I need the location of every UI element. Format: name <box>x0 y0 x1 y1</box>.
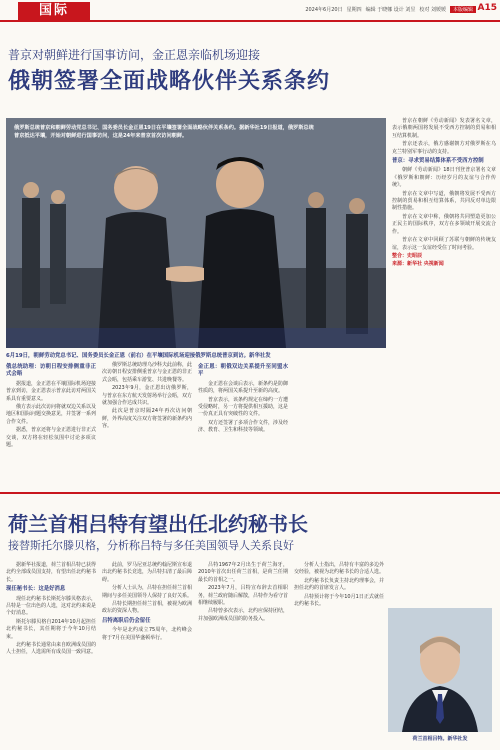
story2-col4-paragraph: 北约秘书长负责主持北约理事会，并担任北约的首席发言人。 <box>294 577 385 592</box>
col4-top-paragraph: 普京还表示，俄方感谢朝方对俄罗斯在乌克兰特别军事行动的支持。 <box>392 141 496 155</box>
col4-paragraph: 普京在文章中称，俄朝将共同塑造更加公正民主的国际秩序，双方在多领域开展交流合作。 <box>392 213 496 235</box>
masthead-meta <box>305 6 476 13</box>
story2-col4-paragraph: 分析人士指出，吕特有丰富的多边外交经验，被视为北约秘书长的合适人选。 <box>294 562 385 576</box>
editor-badge: 本版编辑 <box>450 6 476 13</box>
story2-col2-paragraph: 此前，罗马尼亚总统约翰尼斯宣布退出北约秘书长竞选，为吕特扫清了最后障碍。 <box>102 562 193 583</box>
section-tag: 国际 <box>18 2 90 20</box>
story2-col2-subhead: 吕特离职后仍会留任 <box>102 617 151 624</box>
col3-subhead: 金正恩：朝俄双边关系提升至同盟水平 <box>198 364 288 378</box>
story2-col2-paragraph: 吕特长期担任荷兰首相，被视为欧洲政坛的资深人物。 <box>102 601 193 615</box>
weekday: 星期四 <box>346 7 362 13</box>
story2-col1-paragraph: 现任北约秘书长斯托尔滕贝格表示，吕特是一位出色的人选，这对北约来说是个好消息。 <box>6 595 97 617</box>
col3-paragraph: 普京表示，该条约规定在缔约一方遭受侵略时，另一方将提供相互援助，这是一份真正具有突破性的文件。 <box>198 396 289 418</box>
col3-paragraph: 金正恩在会谈后表示，新条约是防御性质的，将两国关系提升至新的高度。 <box>198 380 289 395</box>
story2-photo-caption: 荷兰首相吕特。新华社发 <box>412 736 468 742</box>
story2-column-1 <box>6 562 96 658</box>
story2-column-4 <box>294 562 384 609</box>
story2-col3-paragraph: 吕特曾多次表示，北约应保持团结，并加强欧洲成员国的防务投入。 <box>198 608 289 622</box>
col2-paragraph: 2023年9月，金正恩出访俄罗斯，与普京在东方航天发射场举行会晤，双方就加强合作达成共识。 <box>102 385 193 407</box>
story1-photo-caption: 6月19日，朝鲜劳动党总书记、国务委员长金正恩（前右）在平壤国际机场迎接俄罗斯总统普京到访。新华社发 <box>6 353 271 359</box>
col1-subhead: 俄总统助理：访朝日程安排侧重非正式会晤 <box>6 364 96 378</box>
col4-paragraph: 普京在文章中回顾了苏联与朝鲜的传统友谊，表示这一友谊经受住了时间考验。 <box>392 237 496 251</box>
col4-paragraph: 朝鲜《劳动新闻》18日刊登普京署名文章《俄罗斯和朝鲜：历经岁月的友谊与合作传统》。 <box>392 167 496 189</box>
col2-paragraph: 此次是普京时隔24年再次访问朝鲜，外界高度关注双方将签署的新条约内容。 <box>102 408 193 430</box>
section-divider <box>0 492 500 494</box>
story2-col4-paragraph: 吕特预计将于今年10月1日正式就任北约秘书长。 <box>294 593 384 608</box>
col4-byline-editor: 整合：史昭辰 <box>392 252 423 259</box>
col4-byline-source: 来源：新华社 央视新闻 <box>392 261 444 268</box>
col4-subhead: 普京：寻求贸易结算体系不受西方控制 <box>392 158 484 165</box>
story2-column-2 <box>102 562 192 643</box>
story2-kicker: 接替斯托尔滕贝格，分析称吕特与多任美国领导人关系良好 <box>8 539 294 552</box>
story2-col1-subhead: 现任秘书长：这是好消息 <box>6 586 66 593</box>
col2-paragraph: 俄罗斯总统助理乌沙科夫此前称，此次访朝日程安排侧重普京与金正恩的非正式会晤，包括乘车游览、共进晚餐等。 <box>102 362 193 383</box>
col4-paragraph: 普京在文章中写道，俄朝将发展不受西方控制的贸易和相互结算体系，共同反对单边限制性措施。 <box>392 190 496 212</box>
col1-paragraph: 据悉，普京还将与金正恩进行非正式交谈，双方将在轻松氛围中讨论多项议题。 <box>6 427 97 449</box>
editor-line: 编辑 于晓娜 设计 刘昱 <box>365 7 416 13</box>
story2-col3-paragraph: 2023年7月，吕特宣布辞去首相职务，荷兰政府随后解散，吕特作为看守首相继续履职。 <box>198 585 289 607</box>
story1-column-4 <box>392 118 496 270</box>
story2-col2-paragraph: 分析人士认为，吕特在担任荷兰首相期间与多任美国领导人保持了良好关系。 <box>102 585 193 599</box>
story1-photo-overlay-text: 俄罗斯总统普京和朝鲜劳动党总书记、国务委员长金正恩19日在平壤签署全面战略伙伴关系条约。据新华社19日报道，俄罗斯总统普京抵达平壤，开始对朝鲜进行国事访问，这是24年来普京首次访问朝鲜。 <box>14 125 314 139</box>
col1-paragraph: 俄方表示此次访问将就双边关系以及地区和国际问题交换意见，并签署一系列合作文件。 <box>6 404 97 425</box>
portrait-illustration <box>388 608 492 732</box>
col4-top-paragraph: 普京在朝鲜《劳动新闻》发表署名文章，表示俄朝两国将发展不受西方控制的贸易和相互结算机制。 <box>392 118 496 139</box>
story1-headline: 俄朝签署全面战略伙伴关系条约 <box>8 69 331 94</box>
story1-column-2 <box>102 362 192 432</box>
masthead <box>0 0 500 22</box>
story1-photo <box>6 118 386 348</box>
story2-column-3 <box>198 562 288 624</box>
page-number: A15 <box>477 3 497 13</box>
check-line: 校对 刘媛媛 <box>419 7 446 13</box>
story2-headline: 荷兰首相吕特有望出任北约秘书长 <box>8 512 308 536</box>
story2-col3-paragraph: 吕特1967年2月出生于荷兰海牙，2010年首次出任荷兰首相，是荷兰任期最长的首相之一。 <box>198 562 288 583</box>
story2-col2-paragraph: 今年是北约成立75周年，北约峰会将于7月在美国华盛顿举行。 <box>102 627 192 641</box>
story2-col1-paragraph: 斯托尔滕贝格自2014年10月起担任北约秘书长，其任期将于今年10月结束。 <box>6 618 96 640</box>
story1-column-1 <box>6 362 96 450</box>
story2-portrait-photo <box>388 608 492 732</box>
col3-paragraph: 双方还签署了多项合作文件，涉及经济、教育、卫生和科技等领域。 <box>198 419 289 434</box>
col1-paragraph: 据报道，金正恩在平壤国际机场迎接普京到访，金正恩表示普京此访对两国关系具有重要意义。 <box>6 380 97 402</box>
story1-kicker: 普京对朝鲜进行国事访问，金正恩亲临机场迎接 <box>8 48 261 62</box>
story2-col1-paragraph: 北约秘书长通常由来自欧洲成员国的人士担任，人选需所有成员国一致同意。 <box>6 642 97 656</box>
story1-column-3 <box>198 362 288 436</box>
leaders-handshake-illustration <box>6 118 386 348</box>
story2-col1-lead: 据新华社报道，荷兰首相吕特已获得北约全部成员国支持，有望出任北约秘书长。 <box>6 562 97 583</box>
date: 2024年6月20日 <box>305 7 343 13</box>
